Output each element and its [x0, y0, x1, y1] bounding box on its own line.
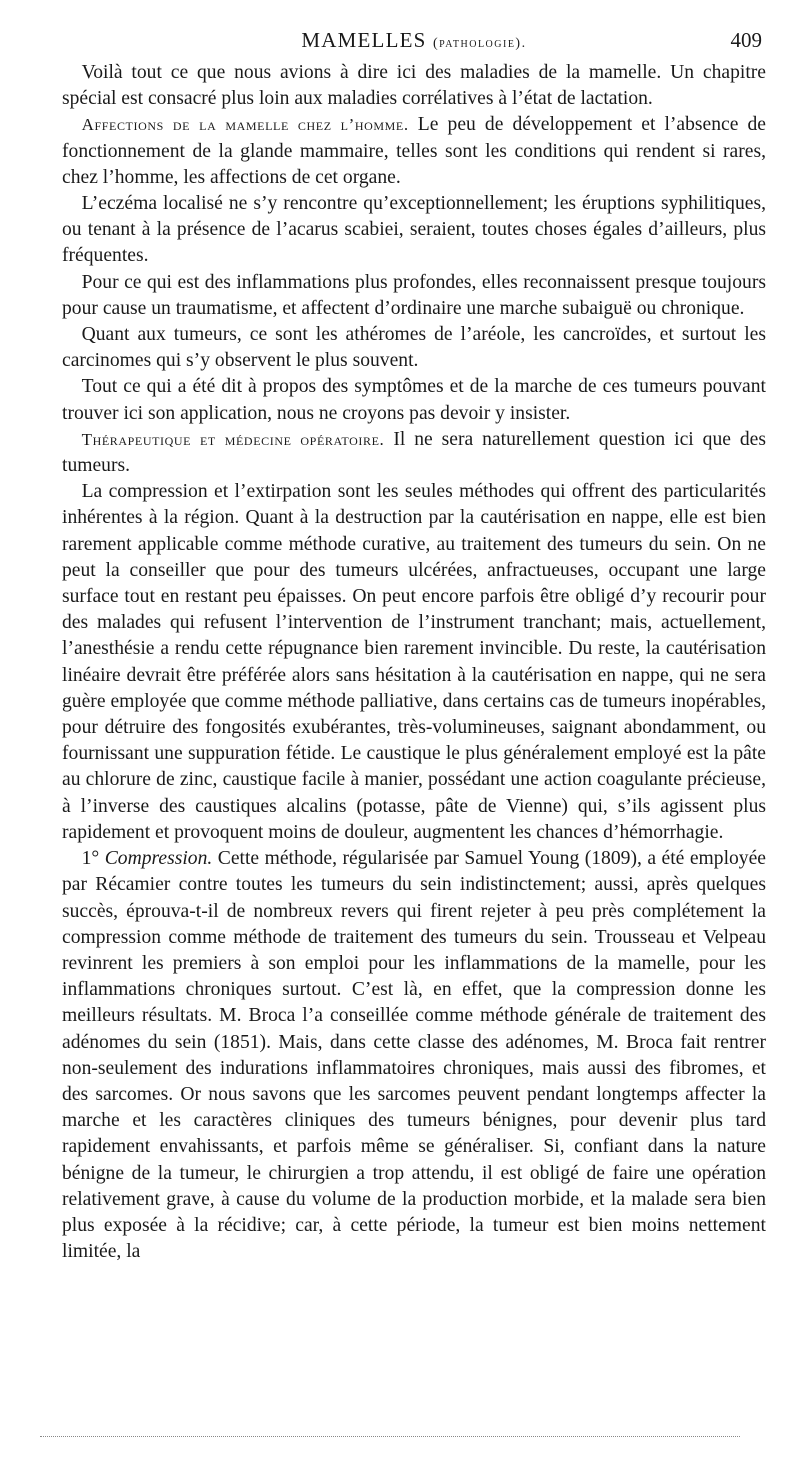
- header-title-main: MAMELLES: [301, 28, 427, 52]
- subsection-heading: Compression.: [104, 848, 213, 870]
- paragraph: Thérapeutique et médecine opératoire. Il ne sera naturellement question ici que des tumeurs.: [62, 428, 766, 477]
- paragraph: Tout ce qui a été dit à propos des symptômes et de la marche de ces tumeurs pouvant trouver ici son application, nous ne croyons pas devoir y insister.: [62, 376, 766, 424]
- paragraph: L’eczéma localisé ne s’y rencontre qu’exceptionnellement; les éruptions syphilitiques, ou tenant à la présence de l’acarus scabiei, seraient, toutes choses égales d’ailleurs, plus fréquentes.: [62, 193, 766, 267]
- paragraph: La compression et l’extirpation sont les seules méthodes qui offrent des particularités inhérentes à la région. Quant à la destruction par la cautérisation en nappe, elle est bien rarement applicable comme méthode curative, au traitement des tumeurs du sein. On ne peut la conseiller que pour des tumeurs ulcérées, anfractueuses, occupant une large surface tout en restant peu épaisses. On peut encore parfois être obligé d’y recourir pour des malades qui refusent l’intervention de l’instrument tranchant; mais, actuellement, l’anesthésie a rendu cette répugnance bien rarement invincible. Du reste, la cautérisation linéaire devrait être préférée alors sans hésitation à la cautérisation en nappe, qui ne sera guère employée que comme méthode palliative, dans certains cas de tumeurs inopérables, pour détruire des fongosités exubérantes, très-volumineuses, saignant abondamment, ou fournissant une suppuration fétide. Le caustique le plus généralement employé est la pâte au chlorure de zinc, caustique facile à manier, possédant une action coagulante précieuse, à l’inverse des caustiques alcalins (potasse, pâte de Vienne) qui, s’ils agissent plus rapidement et provoquent moins de douleur, augmentent les chances d’hémorrhagie.: [62, 481, 766, 843]
- paragraph: Voilà tout ce que nous avions à dire ici des maladies de la mamelle. Un chapitre spécial est consacré plus loin aux maladies corrélatives à l’état de lactation.: [62, 62, 766, 110]
- paragraph: Pour ce qui est des inflammations plus profondes, elles reconnaissent presque toujours pour cause un traumatisme, et affectent d’ordinaire une marche subaiguë ou chronique.: [62, 271, 766, 319]
- footer-rule: [40, 1436, 740, 1437]
- paragraph: Affections de la mamelle chez l’homme. Le peu de développement et l’absence de fonctionnement de la glande mammaire, telles sont les conditions qui rendent si rares, chez l’homme, les affections de cet organe.: [62, 114, 767, 188]
- running-header: [62, 28, 766, 58]
- section-heading: Thérapeutique et médecine opératoire.: [81, 429, 385, 449]
- header-title: [62, 28, 766, 53]
- paragraph: 1° Compression. Cette méthode, régularisée par Samuel Young (1809), a été employée par Récamier contre toutes les tumeurs du sein indistinctement; aussi, après quelques succès, éprouva-t-il de nombreux revers qui firent rejeter à peu près complétement la compression comme méthode de traitement des tumeurs du sein. Trousseau et Velpeau revinrent les premiers à son emploi pour les inflammations de la mamelle, pour les inflammations chroniques surtout. C’est là, en effet, que la compression donne les meilleurs résultats. M. Broca l’a conseillée comme méthode générale de traitement des adénomes du sein (1851). Mais, dans cette classe des adénomes, M. Broca fait rentrer non-seulement des indurations inflammatoires chroniques, mais aussi des fibromes, et des sarcomes. Or nous savons que les sarcomes peuvent pendant longtemps affecter la marche et les caractères cliniques des tumeurs bénignes, pour devenir plus tard rapidement envahissants, et parfois même se généraliser. Si, confiant dans la nature bénigne de la tumeur, le chirurgien a trop attendu, il est obligé de faire une opération relativement grave, à cause du volume de la production morbide, et la malade sera bien plus exposée à la récidive; car, à cette période, la tumeur est bien moins nettement limitée, la: [62, 848, 766, 1263]
- section-heading: Affections de la mamelle chez l’homme.: [81, 115, 409, 135]
- body-text: [62, 60, 766, 1265]
- paragraph: Quant aux tumeurs, ce sont les athéromes de l’aréole, les cancroïdes, et surtout les carcinomes qui s’y observent le plus souvent.: [62, 324, 766, 372]
- page-number: 409: [730, 28, 762, 52]
- header-title-paren: (pathologie).: [432, 36, 527, 51]
